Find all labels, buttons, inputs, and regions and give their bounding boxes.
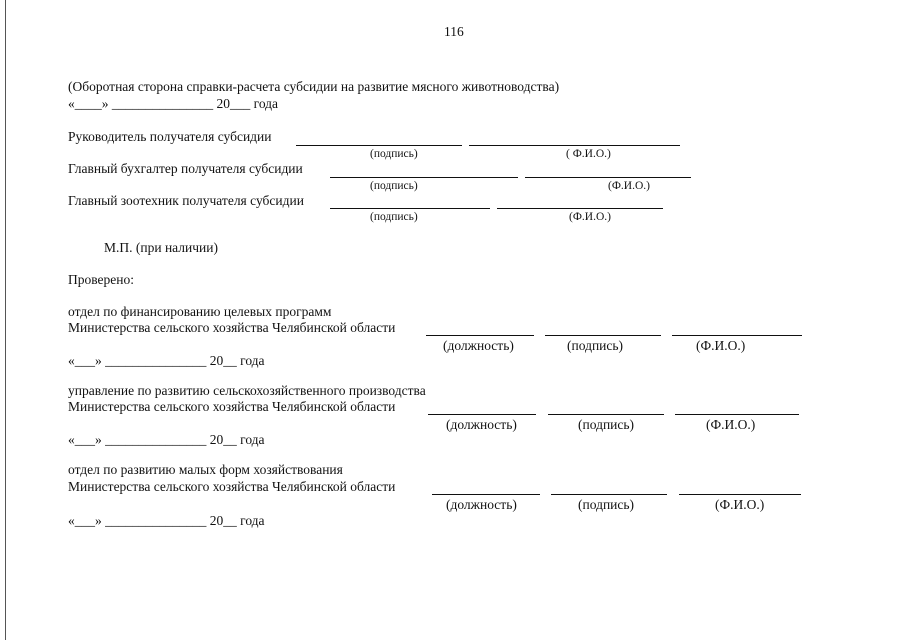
header-caption: (Оборотная сторона справки-расчета субсидии на развитие мясного животноводства)	[68, 79, 560, 94]
position-line	[428, 414, 536, 415]
fio-label-director: ( Ф.И.О.)	[566, 148, 611, 160]
department-name-line1: отдел по развитию малых форм хозяйствования	[68, 462, 343, 477]
position-line	[432, 494, 540, 495]
position-line	[426, 335, 534, 336]
signature-role-director: Руководитель получателя субсидии	[68, 129, 272, 144]
department-name-line1: отдел по финансированию целевых программ	[68, 304, 332, 319]
department-name-line2: Министерства сельского хозяйства Челябинской области	[68, 320, 396, 335]
signature-role-zootechnician: Главный зоотехник получателя субсидии	[68, 193, 304, 208]
sig-label: (подпись)	[578, 417, 635, 432]
position-label: (должность)	[446, 497, 517, 512]
fio-label: (Ф.И.О.)	[706, 417, 756, 432]
position-label: (должность)	[446, 417, 517, 432]
department-name-line1: управление по развитию сельскохозяйственного производства	[68, 383, 426, 398]
fio-label: (Ф.И.О.)	[696, 338, 746, 353]
signature-line	[545, 335, 661, 336]
fio-line	[679, 494, 801, 495]
signature-role-accountant: Главный бухгалтер получателя субсидии	[68, 161, 303, 176]
signature-line-accountant	[330, 177, 518, 178]
signature-line	[548, 414, 664, 415]
fio-line	[675, 414, 799, 415]
page-edge	[5, 0, 6, 640]
page-number: 116	[444, 24, 464, 39]
sig-label: (подпись)	[567, 338, 624, 353]
sig-label: (подпись)	[578, 497, 635, 512]
signature-line	[551, 494, 667, 495]
stamp-note: М.П. (при наличии)	[104, 240, 218, 255]
fio-label: (Ф.И.О.)	[715, 497, 765, 512]
position-label: (должность)	[443, 338, 514, 353]
department-name-line2: Министерства сельского хозяйства Челябинской области	[68, 399, 396, 414]
department-name-line2: Министерства сельского хозяйства Челябинской области	[68, 479, 396, 494]
department-date-line: «___» _______________ 20__ года	[68, 353, 265, 368]
fio-label-accountant: (Ф.И.О.)	[608, 180, 650, 192]
sig-label-zootechnician: (подпись)	[370, 211, 418, 223]
department-date-line: «___» _______________ 20__ года	[68, 513, 265, 528]
fio-line	[672, 335, 802, 336]
header-date-line: «____» _______________ 20___ года	[68, 96, 279, 111]
department-date-line: «___» _______________ 20__ года	[68, 432, 265, 447]
fio-label-zootechnician: (Ф.И.О.)	[569, 211, 611, 223]
checked-heading: Проверено:	[68, 272, 135, 287]
sig-label-accountant: (подпись)	[370, 180, 418, 192]
sig-label-director: (подпись)	[370, 148, 418, 160]
